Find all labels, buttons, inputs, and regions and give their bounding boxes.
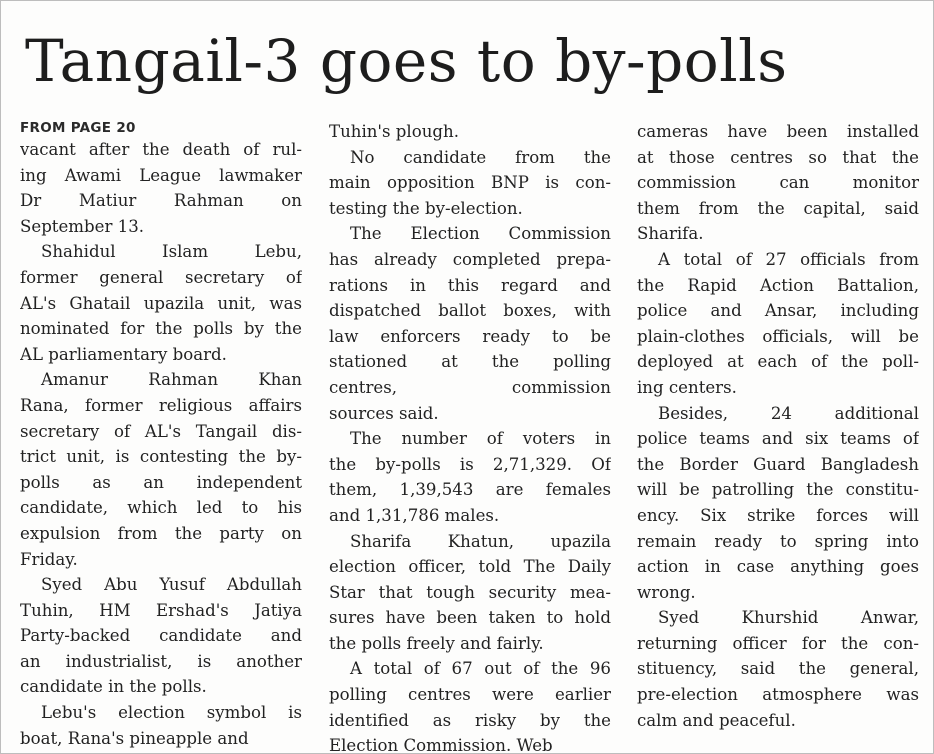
article-text-line: AL parliamentary board. bbox=[20, 344, 227, 364]
article-text-line: election officer, told The Daily bbox=[329, 557, 611, 577]
article-text-line: stituency, said the general, bbox=[637, 659, 919, 679]
article-text-line: remain ready to spring into bbox=[637, 531, 919, 551]
continued-from-label: FROM PAGE 20 bbox=[20, 120, 136, 136]
article-text-line: sources said. bbox=[329, 403, 439, 423]
article-text-line: the Rapid Action Battalion, bbox=[637, 275, 919, 295]
article-text-line: the Border Guard Bangladesh bbox=[637, 454, 919, 474]
article-text-line: ency. Six strike forces will bbox=[637, 505, 919, 525]
article-text-line: main opposition BNP is con- bbox=[329, 173, 611, 193]
article-text-line: secretary of AL's Tangail dis- bbox=[20, 421, 302, 441]
article-text-line: Party-backed candidate and bbox=[20, 626, 302, 646]
article-text-line: ing centers. bbox=[637, 377, 737, 397]
article-text-line: former general secretary of bbox=[20, 267, 302, 287]
article-text-line: candidate, which led to his bbox=[20, 498, 302, 518]
article-text-line: The number of voters in bbox=[350, 429, 611, 449]
article-text-line: has already completed prepa- bbox=[329, 249, 611, 269]
article-text-line: Shahidul Islam Lebu, bbox=[41, 242, 302, 262]
article-text-line: Star that tough security mea- bbox=[329, 582, 611, 602]
article-text-line: Friday. bbox=[20, 549, 78, 569]
article-text-line: ing Awami League lawmaker bbox=[20, 165, 302, 185]
article-text-line: sures have been taken to hold bbox=[329, 608, 611, 628]
article-text-line: pre-election atmosphere was bbox=[637, 685, 919, 705]
article-text-line: centres, commission bbox=[329, 377, 611, 397]
article-text-line: wrong. bbox=[637, 582, 696, 602]
article-text-line: them, 1,39,543 are females bbox=[329, 480, 611, 500]
article-text-line: A total of 67 out of the 96 bbox=[350, 659, 611, 679]
article-text-line: identified as risky by the bbox=[329, 710, 611, 730]
article-text-line: deployed at each of the poll- bbox=[637, 352, 919, 372]
article-text-line: vacant after the death of rul- bbox=[20, 140, 302, 159]
article-text-line: Tuhin's plough. bbox=[329, 122, 459, 141]
article-text-line: and 1,31,786 males. bbox=[329, 505, 500, 525]
article-text-line: commission can monitor bbox=[637, 173, 919, 193]
article-text-line: the by-polls is 2,71,329. Of bbox=[329, 454, 611, 474]
article-text-line: Syed Abu Yusuf Abdullah bbox=[41, 575, 302, 595]
article-text-line: No candidate from the bbox=[350, 147, 611, 167]
article-text-line: police teams and six teams of bbox=[637, 429, 919, 449]
article-text-line: polling centres were earlier bbox=[329, 685, 611, 705]
article-text-line: candidate in the polls. bbox=[20, 677, 207, 697]
article-text-line: September 13. bbox=[20, 216, 145, 236]
article-text-line: Election Commission. Web bbox=[329, 736, 553, 754]
article-text-line: The Election Commission bbox=[350, 224, 611, 244]
article-text-line: nominated for the polls by the bbox=[20, 319, 302, 339]
article-text-line: Lebu's election symbol is bbox=[41, 703, 302, 723]
article-text-line: Sharifa Khatun, upazila bbox=[350, 531, 611, 551]
article-text-line: returning officer for the con- bbox=[637, 633, 919, 653]
article-text-line: Syed Khurshid Anwar, bbox=[658, 608, 919, 628]
headline: Tangail-3 goes to by-polls bbox=[25, 27, 788, 95]
article-text-line: plain-clothes officials, will be bbox=[637, 326, 919, 346]
article-text-line: an industrialist, is another bbox=[20, 651, 302, 671]
article-text-line: polls as an independent bbox=[20, 472, 302, 492]
article-text-line: at those centres so that the bbox=[637, 147, 919, 167]
article-text-line: Amanur Rahman Khan bbox=[41, 370, 302, 390]
article-text-line: police and Ansar, including bbox=[637, 301, 919, 321]
article-text-line: boat, Rana's pineapple and bbox=[20, 728, 249, 748]
article-text-line: Sharifa. bbox=[637, 224, 704, 244]
article-text-line: expulsion from the party on bbox=[20, 523, 302, 543]
article-text-line: Tuhin, HM Ershad's Jatiya bbox=[20, 600, 302, 620]
article-text-line: testing the by-election. bbox=[329, 198, 523, 218]
article-text-line: Dr Matiur Rahman on bbox=[20, 191, 302, 211]
column-1 bbox=[20, 119, 302, 751]
article-text-line: dispatched ballot boxes, with bbox=[329, 301, 611, 321]
column-2 bbox=[329, 119, 611, 754]
article-text-line: them from the capital, said bbox=[637, 198, 919, 218]
article-text-line: action in case anything goes bbox=[637, 557, 919, 577]
article-text-line: rations in this regard and bbox=[329, 275, 611, 295]
column-3 bbox=[637, 119, 919, 733]
article-text-line: calm and peaceful. bbox=[637, 710, 796, 730]
article-text-line: cameras have been installed bbox=[637, 122, 919, 141]
article-text-line: trict unit, is contesting the by- bbox=[20, 447, 302, 467]
article-text-line: A total of 27 officials from bbox=[658, 249, 919, 269]
article-text-line: AL's Ghatail upazila unit, was bbox=[20, 293, 302, 313]
article-text-line: will be patrolling the constitu- bbox=[637, 480, 919, 500]
article-text-line: the polls freely and fairly. bbox=[329, 633, 544, 653]
article-text-line: stationed at the polling bbox=[329, 352, 611, 372]
article-text-line: Besides, 24 additional bbox=[658, 403, 919, 423]
article-text-line: Rana, former religious affairs bbox=[20, 395, 302, 415]
article-text-line: law enforcers ready to be bbox=[329, 326, 611, 346]
